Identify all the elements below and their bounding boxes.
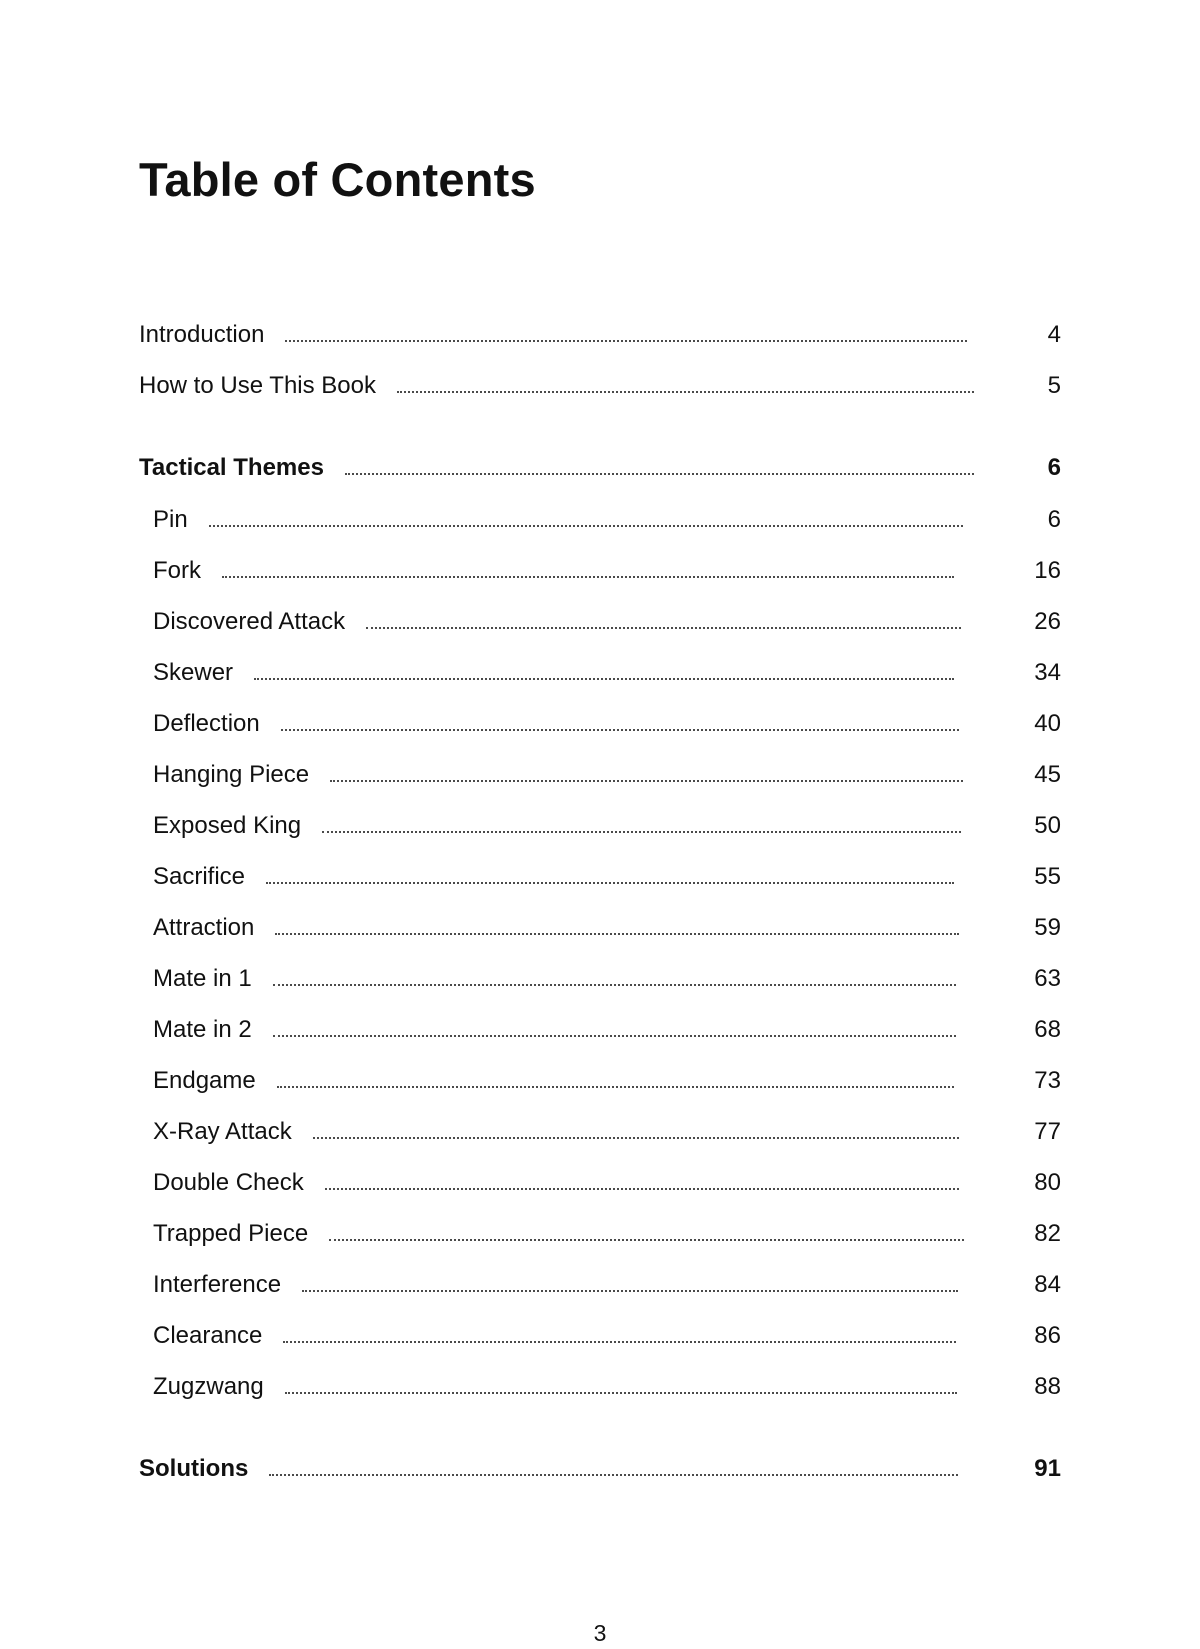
toc-entry-label: Hanging Piece bbox=[153, 761, 310, 788]
toc-entry-label: X-Ray Attack bbox=[153, 1118, 292, 1145]
toc-entry-page: 45 bbox=[1034, 761, 1061, 788]
toc-entry-page: 40 bbox=[1034, 710, 1061, 737]
toc-entry-label: Deflection bbox=[153, 710, 260, 737]
toc-entry-page: 80 bbox=[1034, 1169, 1061, 1196]
toc-entry-label: Solutions bbox=[139, 1455, 249, 1482]
toc-entry-page: 86 bbox=[1034, 1322, 1061, 1349]
toc-entry-page: 68 bbox=[1034, 1016, 1061, 1043]
dot-leader bbox=[266, 860, 954, 894]
toc-entry-double-check[interactable] bbox=[153, 1166, 1061, 1200]
dot-leader bbox=[366, 605, 961, 639]
toc-entry-deflection[interactable] bbox=[153, 707, 1061, 741]
toc-entry-fork[interactable] bbox=[153, 554, 1061, 588]
page-title: Table of Contents bbox=[139, 153, 536, 206]
toc-entry-label: Clearance bbox=[153, 1322, 263, 1349]
dot-leader bbox=[283, 1319, 956, 1353]
toc-entry-label: Discovered Attack bbox=[153, 608, 346, 635]
toc-entry-page: 59 bbox=[1034, 914, 1061, 941]
dot-leader bbox=[330, 758, 963, 792]
toc-entry-page: 16 bbox=[1034, 557, 1061, 584]
toc-entry-page: 82 bbox=[1034, 1220, 1061, 1247]
dot-leader bbox=[397, 369, 974, 403]
toc-entry-label: Endgame bbox=[153, 1067, 256, 1094]
toc-entry-zugzwang[interactable] bbox=[153, 1370, 1061, 1404]
toc-entry-hanging-piece[interactable] bbox=[153, 758, 1061, 792]
toc-entry-label: Interference bbox=[153, 1271, 282, 1298]
dot-leader bbox=[302, 1268, 958, 1302]
dot-leader bbox=[222, 554, 954, 588]
toc-entry-exposed-king[interactable] bbox=[153, 809, 1061, 843]
toc-entry-skewer[interactable] bbox=[153, 656, 1061, 690]
dot-leader bbox=[275, 911, 959, 945]
toc-entry-trapped-piece[interactable] bbox=[153, 1217, 1061, 1251]
toc-entry-page: 84 bbox=[1034, 1271, 1061, 1298]
toc-entry-page: 50 bbox=[1034, 812, 1061, 839]
dot-leader bbox=[273, 1013, 956, 1047]
toc-entry-page: 5 bbox=[1047, 372, 1061, 399]
toc-entry-sacrifice[interactable] bbox=[153, 860, 1061, 894]
toc-entry-page: 6 bbox=[1047, 506, 1061, 533]
toc-entry-discovered-attack[interactable] bbox=[153, 605, 1061, 639]
toc-entry-label: Tactical Themes bbox=[139, 454, 324, 481]
dot-leader bbox=[209, 503, 963, 537]
dot-leader bbox=[277, 1064, 954, 1098]
toc-entry-page: 77 bbox=[1034, 1118, 1061, 1145]
page-number: 3 bbox=[593, 1620, 607, 1646]
toc-entry-label: Zugzwang bbox=[153, 1373, 264, 1400]
toc-entry-pin[interactable] bbox=[153, 503, 1061, 537]
dot-leader bbox=[313, 1115, 959, 1149]
toc-entry-page: 55 bbox=[1034, 863, 1061, 890]
dot-leader bbox=[269, 1452, 958, 1486]
toc-entry-label: Double Check bbox=[153, 1169, 304, 1196]
dot-leader bbox=[329, 1217, 964, 1251]
dot-leader bbox=[285, 1370, 957, 1404]
toc-entry-tactical-themes[interactable] bbox=[139, 451, 1061, 485]
toc-entry-label: Skewer bbox=[153, 659, 234, 686]
dot-leader bbox=[254, 656, 954, 690]
toc-entry-page: 91 bbox=[1034, 1455, 1061, 1482]
toc-entry-label: How to Use This Book bbox=[139, 372, 376, 399]
toc-entry-label: Pin bbox=[153, 506, 188, 533]
toc-entry-how-to-use[interactable] bbox=[139, 369, 1061, 403]
toc-entry-interference[interactable] bbox=[153, 1268, 1061, 1302]
toc-entry-page: 34 bbox=[1034, 659, 1061, 686]
dot-leader bbox=[285, 318, 967, 352]
dot-leader bbox=[281, 707, 959, 741]
toc-entry-label: Attraction bbox=[153, 914, 255, 941]
toc-entry-label: Mate in 1 bbox=[153, 965, 252, 992]
toc-entry-page: 88 bbox=[1034, 1373, 1061, 1400]
toc-entry-label: Mate in 2 bbox=[153, 1016, 252, 1043]
toc-entry-page: 63 bbox=[1034, 965, 1061, 992]
toc-entry-mate-in-2[interactable] bbox=[153, 1013, 1061, 1047]
toc-entry-label: Exposed King bbox=[153, 812, 302, 839]
toc-entry-label: Fork bbox=[153, 557, 201, 584]
toc-entry-page: 4 bbox=[1047, 321, 1061, 348]
toc-entry-solutions[interactable] bbox=[139, 1452, 1061, 1486]
toc-entry-endgame[interactable] bbox=[153, 1064, 1061, 1098]
toc-entry-attraction[interactable] bbox=[153, 911, 1061, 945]
toc-entry-page: 6 bbox=[1047, 454, 1061, 481]
toc-entry-mate-in-1[interactable] bbox=[153, 962, 1061, 996]
toc-entry-label: Trapped Piece bbox=[153, 1220, 309, 1247]
toc-entry-page: 26 bbox=[1034, 608, 1061, 635]
toc-entry-label: Introduction bbox=[139, 321, 265, 348]
toc-entry-label: Sacrifice bbox=[153, 863, 246, 890]
toc-entry-clearance[interactable] bbox=[153, 1319, 1061, 1353]
toc-entry-x-ray-attack[interactable] bbox=[153, 1115, 1061, 1149]
toc-entry-introduction[interactable] bbox=[139, 318, 1061, 352]
dot-leader bbox=[325, 1166, 959, 1200]
toc-entry-page: 73 bbox=[1034, 1067, 1061, 1094]
dot-leader bbox=[273, 962, 956, 996]
dot-leader bbox=[345, 451, 974, 485]
dot-leader bbox=[322, 809, 961, 843]
